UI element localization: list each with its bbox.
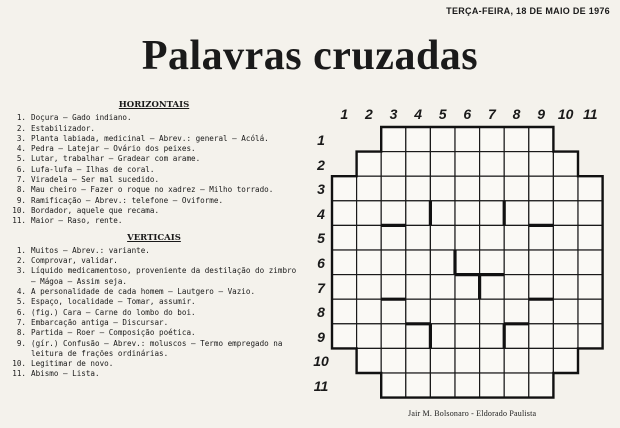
column-number: 2	[364, 106, 373, 122]
grid-cell[interactable]	[553, 348, 578, 373]
grid-cell[interactable]	[529, 299, 554, 324]
grid-cell[interactable]	[480, 373, 505, 398]
grid-cell[interactable]	[332, 324, 357, 349]
vertical-clue	[4, 297, 304, 307]
grid-cell[interactable]	[480, 127, 505, 152]
grid-cell[interactable]	[381, 225, 406, 250]
grid-cell[interactable]	[406, 373, 431, 398]
grid-cell[interactable]	[529, 275, 554, 300]
row-number: 8	[317, 304, 325, 321]
grid-cell[interactable]	[529, 201, 554, 226]
grid-cell[interactable]	[406, 152, 431, 177]
clue-text: Líquido medicamentoso, proveniente da destilação do zimbro — Mágoa — Assim seja.	[31, 266, 297, 286]
column-number: 8	[512, 106, 521, 122]
grid-cell[interactable]	[578, 275, 603, 300]
grid-cell[interactable]	[430, 176, 455, 201]
grid-cell[interactable]	[504, 225, 529, 250]
grid-cell[interactable]	[430, 324, 455, 349]
grid-cell[interactable]	[455, 225, 480, 250]
grid-cell[interactable]	[504, 127, 529, 152]
grid-cell[interactable]	[480, 324, 505, 349]
grid-cell[interactable]	[455, 152, 480, 177]
grid-cell[interactable]	[553, 324, 578, 349]
grid-cell[interactable]	[553, 176, 578, 201]
horizontal-clue	[4, 134, 304, 144]
grid-cell[interactable]	[381, 348, 406, 373]
crossword-grid[interactable]	[312, 100, 618, 400]
column-number: 9	[537, 106, 545, 122]
grid-cell[interactable]	[529, 348, 554, 373]
clue-number: 11.	[12, 369, 26, 379]
clue-text: (fig.) Cara — Carne do lombo do boi.	[31, 307, 196, 317]
grid-cell[interactable]	[504, 348, 529, 373]
grid-cell[interactable]	[504, 201, 529, 226]
grid-cell[interactable]	[480, 348, 505, 373]
grid-cell[interactable]	[332, 250, 357, 275]
row-number: 5	[317, 230, 325, 247]
grid-cell[interactable]	[504, 373, 529, 398]
grid-cell[interactable]	[381, 324, 406, 349]
clue-number: 1.	[16, 245, 26, 255]
grid-cell[interactable]	[332, 176, 357, 201]
horizontal-clue	[4, 144, 304, 154]
grid-cell[interactable]	[455, 348, 480, 373]
row-number: 4	[317, 205, 325, 222]
grid-cell[interactable]	[332, 225, 357, 250]
clue-number: 1.	[16, 113, 26, 123]
grid-cell[interactable]	[430, 152, 455, 177]
column-number: 11	[583, 106, 598, 122]
row-number: 11	[313, 378, 329, 394]
clue-number: 9.	[16, 338, 26, 348]
grid-cell[interactable]	[430, 373, 455, 398]
grid-cell[interactable]	[504, 176, 529, 201]
crossword-board	[312, 100, 618, 400]
clue-text: Estabilizador.	[31, 123, 96, 133]
clue-text: Espaço, localidade — Tomar, assumir.	[31, 297, 196, 307]
grid-cell[interactable]	[357, 152, 382, 177]
verticais-list	[4, 246, 304, 380]
grid-cell[interactable]	[406, 299, 431, 324]
grid-cell[interactable]	[578, 250, 603, 275]
clue-text: Bordador, aquele que recama.	[31, 205, 160, 215]
grid-cell[interactable]	[578, 201, 603, 226]
grid-cell[interactable]	[480, 201, 505, 226]
horizontal-clue	[4, 196, 304, 206]
clue-number: 3.	[16, 266, 26, 276]
grid-cell[interactable]	[578, 324, 603, 349]
grid-cell[interactable]	[480, 275, 505, 300]
clue-text: Pedra — Latejar — Ovário dos peixes.	[31, 144, 196, 154]
vertical-clue	[4, 266, 304, 287]
column-number: 1	[340, 106, 349, 122]
grid-cell[interactable]	[406, 176, 431, 201]
grid-cell[interactable]	[406, 201, 431, 226]
grid-cell[interactable]	[406, 324, 431, 349]
grid-cell[interactable]	[529, 225, 554, 250]
grid-cell[interactable]	[381, 127, 406, 152]
grid-cell[interactable]	[381, 152, 406, 177]
grid-cell[interactable]	[332, 275, 357, 300]
grid-cell[interactable]	[332, 201, 357, 226]
grid-cell[interactable]	[553, 250, 578, 275]
clue-text: Planta labiada, medicinal — Abrev.: general — Acólá.	[31, 133, 269, 143]
clue-number: 7.	[16, 317, 26, 327]
vertical-clue	[4, 369, 304, 379]
author-credit: Jair M. Bolsonaro - Eldorado Paulista	[408, 409, 537, 418]
clue-number: 8.	[16, 328, 26, 338]
grid-cell[interactable]	[381, 373, 406, 398]
clues-column	[4, 98, 304, 380]
clue-text: Doçura — Gado indiano.	[31, 113, 132, 123]
grid-cell[interactable]	[357, 275, 382, 300]
clue-number: 10.	[12, 205, 26, 215]
grid-cell[interactable]	[406, 275, 431, 300]
grid-cell[interactable]	[357, 176, 382, 201]
grid-cell[interactable]	[529, 127, 554, 152]
clue-number: 7.	[16, 175, 26, 185]
clue-text: Embarcação antiga — Discursar.	[31, 317, 169, 327]
vertical-clue	[4, 328, 304, 338]
clue-number: 9.	[16, 195, 26, 205]
vertical-clue	[4, 318, 304, 328]
horizontal-clue	[4, 124, 304, 134]
grid-cell[interactable]	[480, 176, 505, 201]
grid-cell[interactable]	[430, 201, 455, 226]
grid-cell[interactable]	[332, 299, 357, 324]
grid-cell[interactable]	[529, 176, 554, 201]
row-number: 7	[317, 279, 325, 296]
horizontal-clue	[4, 154, 304, 164]
grid-cell[interactable]	[455, 250, 480, 275]
grid-cell[interactable]	[430, 299, 455, 324]
grid-cell[interactable]	[578, 225, 603, 250]
grid-cell[interactable]	[406, 127, 431, 152]
clue-text: Partida — Roer — Composição poética.	[31, 328, 196, 338]
grid-cell[interactable]	[406, 225, 431, 250]
column-number: 7	[487, 106, 496, 122]
clue-text: Mau cheiro — Fazer o roque no xadrez — Milho torrado.	[31, 185, 274, 195]
grid-cell[interactable]	[455, 201, 480, 226]
verticais-heading: VERTICAIS	[127, 232, 181, 243]
grid-cell[interactable]	[406, 348, 431, 373]
clue-text: Ramificação — Abrev.: telefone — Oviforme.	[31, 195, 224, 205]
vertical-clue	[4, 246, 304, 256]
grid-cell[interactable]	[430, 127, 455, 152]
column-number: 3	[389, 106, 398, 122]
vertical-clue	[4, 287, 304, 297]
row-number: 1	[317, 132, 325, 148]
clue-text: Maior — Raso, rente.	[31, 216, 123, 226]
vertical-clue	[4, 359, 304, 369]
horizontais-list	[4, 113, 304, 226]
grid-cell[interactable]	[455, 324, 480, 349]
horizontal-clue	[4, 206, 304, 216]
grid-cell[interactable]	[357, 250, 382, 275]
clue-text: Lutar, trabalhar — Gradear com arame.	[31, 154, 201, 164]
row-number: 10	[313, 353, 329, 370]
vertical-clue	[4, 256, 304, 266]
grid-cell[interactable]	[529, 250, 554, 275]
grid-cell[interactable]	[578, 176, 603, 201]
clue-number: 2.	[16, 256, 26, 266]
grid-cell[interactable]	[455, 373, 480, 398]
grid-cell[interactable]	[504, 324, 529, 349]
page-title: Palavras cruzadas	[141, 33, 479, 79]
grid-cell[interactable]	[455, 275, 480, 300]
clue-number: 5.	[16, 297, 26, 307]
grid-cell[interactable]	[553, 275, 578, 300]
clue-text: Muitos — Abrev.: variante.	[31, 245, 150, 255]
grid-cell[interactable]	[357, 348, 382, 373]
grid-cell[interactable]	[357, 201, 382, 226]
clue-number: 4.	[16, 144, 26, 154]
grid-cell[interactable]	[553, 152, 578, 177]
horizontal-clue	[4, 175, 304, 185]
clue-text: Legitimar de novo.	[31, 359, 114, 369]
row-number: 6	[317, 255, 325, 271]
grid-cell[interactable]	[578, 299, 603, 324]
grid-cell[interactable]	[430, 275, 455, 300]
grid-cell[interactable]	[357, 225, 382, 250]
grid-cell[interactable]	[553, 201, 578, 226]
clue-text: Abismo — Lista.	[31, 369, 100, 379]
grid-cell[interactable]	[529, 373, 554, 398]
clue-number: 5.	[16, 154, 26, 164]
grid-cell[interactable]	[504, 250, 529, 275]
grid-cell[interactable]	[480, 299, 505, 324]
dateline: TERÇA-FEIRA, 18 DE MAIO DE 1976	[446, 6, 610, 16]
grid-cell[interactable]	[480, 152, 505, 177]
grid-cell[interactable]	[529, 152, 554, 177]
grid-cell[interactable]	[455, 299, 480, 324]
row-number: 3	[317, 181, 325, 198]
clue-text: Lufa-lufa — Ilhas de coral.	[31, 164, 155, 174]
clue-text: A personalidade de cada homem — Lautgero — Vazio.	[31, 287, 256, 297]
clue-number: 8.	[16, 185, 26, 195]
grid-cell[interactable]	[381, 250, 406, 275]
row-number: 9	[317, 328, 325, 345]
clue-number: 10.	[12, 359, 26, 369]
clue-number: 6.	[16, 164, 26, 174]
grid-cell[interactable]	[480, 225, 505, 250]
clue-number: 6.	[16, 307, 26, 317]
grid-cell[interactable]	[455, 127, 480, 152]
clue-text: Viradela — Ser mal sucedido.	[31, 175, 160, 185]
grid-cell[interactable]	[406, 250, 431, 275]
clue-number: 3.	[16, 133, 26, 143]
clue-text: Comprovar, validar.	[31, 256, 118, 266]
grid-cell[interactable]	[529, 324, 554, 349]
grid-cell[interactable]	[480, 250, 505, 275]
grid-cell[interactable]	[381, 275, 406, 300]
column-number: 10	[557, 106, 574, 122]
grid-cell[interactable]	[553, 225, 578, 250]
horizontal-clue	[4, 216, 304, 226]
row-number: 2	[317, 156, 325, 173]
horizontais-heading: HORIZONTAIS	[118, 100, 190, 110]
clue-number: 11.	[12, 216, 26, 226]
clue-number: 4.	[16, 287, 26, 297]
grid-cell[interactable]	[504, 152, 529, 177]
column-number: 4	[414, 106, 422, 122]
grid-cell[interactable]	[381, 299, 406, 324]
grid-cell[interactable]	[381, 201, 406, 226]
horizontal-clue	[4, 185, 304, 195]
grid-cell[interactable]	[504, 275, 529, 300]
grid-cell[interactable]	[504, 299, 529, 324]
grid-cell[interactable]	[357, 324, 382, 349]
vertical-clue	[4, 339, 304, 360]
grid-cell[interactable]	[553, 299, 578, 324]
grid-cell[interactable]	[381, 176, 406, 201]
horizontal-clue	[4, 113, 304, 123]
grid-cell[interactable]	[430, 250, 455, 275]
horizontal-clue	[4, 165, 304, 175]
column-number: 6	[463, 106, 472, 122]
grid-cell[interactable]	[357, 299, 382, 324]
grid-cell[interactable]	[455, 176, 480, 201]
clue-text: (gír.) Confusão — Abrev.: moluscos — Termo empregado na leitura de frações ordinárias.	[31, 338, 283, 358]
grid-cell[interactable]	[430, 348, 455, 373]
clue-number: 2.	[16, 123, 26, 133]
grid-cell[interactable]	[430, 225, 455, 250]
column-number: 5	[438, 106, 447, 122]
vertical-clue	[4, 308, 304, 318]
